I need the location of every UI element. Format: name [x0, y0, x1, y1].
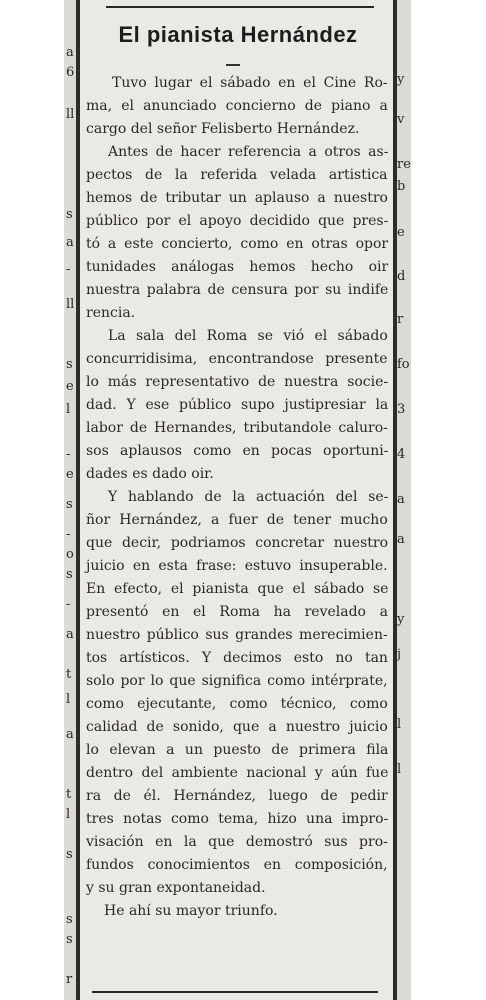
margin-fragment: 6: [66, 65, 75, 80]
left-margin-fragments: [66, 0, 76, 1000]
article-line: que decir, podriamos concretar nuestro: [86, 535, 389, 551]
article-line: tres notas como tema, hizo una impro-: [86, 811, 389, 827]
bottom-rule: [92, 991, 378, 993]
margin-fragment: a: [66, 235, 74, 250]
margin-fragment: l: [66, 402, 71, 417]
margin-fragment: 3: [397, 402, 406, 417]
margin-fragment: s: [66, 567, 73, 582]
margin-fragment: t: [66, 667, 72, 682]
margin-fragment: a: [66, 727, 74, 742]
margin-fragment: l: [66, 807, 71, 822]
margin-fragment: ll: [66, 297, 75, 312]
margin-fragment: a: [397, 492, 405, 507]
article-line: público por el apoyo decidido que pres-: [86, 213, 389, 229]
margin-fragment: s: [66, 847, 73, 862]
article-line: concurridisima, encontrandose presente: [86, 351, 388, 367]
margin-fragment: j: [397, 647, 402, 662]
article-line: lo elevan a un puesto de primera fila: [86, 742, 389, 758]
margin-fragment: fo: [397, 357, 410, 372]
margin-fragment: re: [397, 157, 411, 172]
article-line: calidad de sonido, que a nuestro juicio: [86, 719, 388, 735]
article-line: solo por lo que significa como intérprate,: [86, 673, 388, 689]
margin-fragment: e: [397, 225, 405, 240]
article-line: Y hablando de la actuación del se-: [108, 489, 389, 505]
margin-fragment: r: [397, 312, 404, 327]
article-line: La sala del Roma se vió el sábado: [108, 328, 388, 344]
margin-fragment: a: [66, 45, 74, 60]
margin-fragment: o: [66, 547, 74, 562]
article-line: ma, el anunciado concierno de piano a: [86, 98, 388, 114]
article-line: tunidades análogas hemos hecho oir: [86, 259, 389, 275]
margin-fragment: e: [66, 467, 74, 482]
margin-fragment: y: [397, 72, 405, 87]
article-line: juicio en esta frase: estuvo insuperable.: [86, 558, 388, 574]
article-line: como ejecutante, como técnico, como: [86, 696, 388, 712]
article-line: Tuvo lugar el sábado en el Cine Ro-: [112, 75, 388, 91]
margin-fragment: s: [66, 912, 73, 927]
margin-fragment: d: [397, 269, 406, 284]
article-line: nuestro público sus grandes merecimien-: [86, 627, 388, 643]
margin-fragment: v: [397, 112, 405, 127]
margin-fragment: e: [66, 379, 74, 394]
article-line: dades es dado oir.: [86, 466, 214, 482]
margin-fragment: l: [66, 692, 71, 707]
article-title: El pianista Hernández: [118, 22, 358, 47]
margin-fragment: -: [66, 262, 71, 277]
top-rule: [106, 6, 374, 8]
margin-fragment: -: [66, 447, 71, 462]
margin-fragment: s: [66, 207, 73, 222]
margin-fragment: a: [397, 532, 405, 547]
article-line: He ahí su mayor triunfo.: [104, 903, 278, 919]
margin-fragment: r: [66, 972, 73, 987]
margin-fragment: 4: [397, 447, 406, 462]
article-line: labor de Hernandes, tributandole caluro-: [86, 420, 388, 436]
margin-fragment: l: [397, 762, 402, 777]
article-line: fundos conocimientos en composición,: [86, 857, 388, 873]
article-line: dentro del ambiente nacional y aún fue: [86, 765, 389, 781]
article-line: rencia.: [86, 305, 136, 321]
article-line: y su gran expontaneidad.: [86, 880, 266, 896]
article-line: nuestra palabra de censura por su indife: [86, 282, 389, 298]
margin-fragment: -: [66, 597, 71, 612]
margin-fragment: l: [397, 717, 402, 732]
left-column-rule: [76, 0, 80, 1000]
article-line: lo más representativo de nuestra socie-: [86, 374, 389, 390]
article-line: hemos de tributar un aplauso a nuestro: [86, 190, 388, 206]
article-line: cargo del señor Felisberto Hernández.: [86, 121, 360, 137]
article-line: ra de él. Hernández, luego de pedir: [86, 788, 388, 804]
margin-fragment: ll: [66, 107, 75, 122]
margin-fragment: t: [66, 787, 72, 802]
article-line: presentó en el Roma ha revelado a: [86, 604, 388, 620]
article-line: ñor Hernández, a fuer de tener mucho: [86, 512, 388, 528]
title-dash: [226, 64, 240, 66]
article-line: visación en la que demostró sus pro-: [86, 834, 388, 850]
article-line: Antes de hacer referencia a otros as-: [108, 144, 389, 160]
margin-fragment: s: [66, 497, 73, 512]
article-line: tos artísticos. Y decimos esto no tan: [86, 650, 388, 666]
article-line: dad. Y ese público supo justipresiar la: [86, 397, 389, 413]
margin-fragment: y: [397, 612, 405, 627]
article-line: pectos de la referida velada artistica: [86, 167, 388, 183]
article-line: sos aplausos como en pocas oportuni-: [86, 443, 389, 459]
margin-fragment: s: [66, 357, 73, 372]
margin-fragment: b: [397, 179, 406, 194]
article-line: En efecto, el pianista que el sábado se: [86, 581, 389, 597]
margin-fragment: a: [66, 627, 74, 642]
right-margin-fragments: [397, 0, 411, 1000]
margin-fragment: s: [66, 932, 73, 947]
article-line: tó a este concierto, como en otras opor: [86, 236, 389, 252]
margin-fragment: -: [66, 527, 71, 542]
